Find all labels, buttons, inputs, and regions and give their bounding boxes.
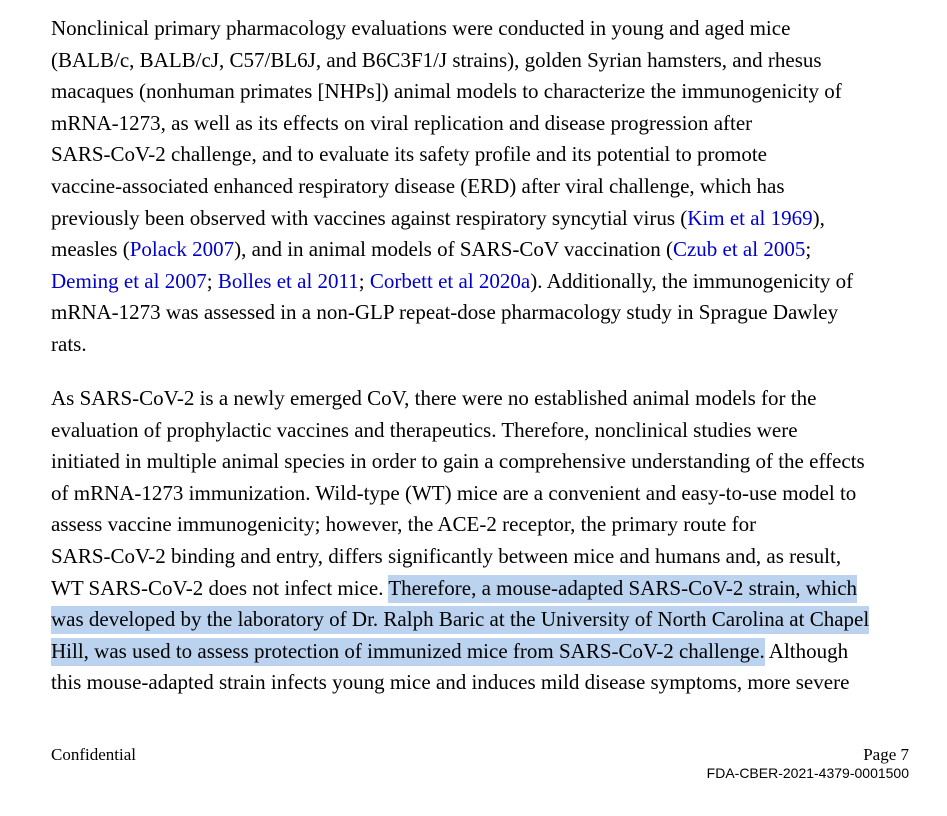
- text-line: this mouse-adapted strain infects young mice and induces mild disease symptoms, more severe: [51, 670, 850, 695]
- text-line: vaccine-associated enhanced respiratory disease (ERD) after viral challenge, which has: [51, 173, 785, 198]
- text-segment: previously been observed with vaccines against respiratory syncytial virus (: [51, 205, 688, 230]
- text-segment: ;: [206, 268, 218, 293]
- text-line: [51, 266, 926, 298]
- citation-link-kim-1969[interactable]: Kim et al 1969: [687, 205, 813, 230]
- text-segment: ). Additionally, the immunogenicity of: [530, 268, 854, 293]
- citation-link-corbett-2020a[interactable]: Corbett et al 2020a: [369, 268, 531, 293]
- paragraph-animal-models: [51, 383, 926, 699]
- text-line: initiated in multiple animal species in order to gain a comprehensive understanding of the effects: [51, 449, 865, 474]
- bates-number: FDA-CBER-2021-4379-0001500: [706, 765, 909, 781]
- citation-link-polack-2007[interactable]: Polack 2007: [129, 237, 235, 262]
- text-segment: measles (: [51, 237, 130, 262]
- text-segment: Although: [764, 638, 849, 663]
- text-line: of mRNA-1273 immunization. Wild-type (WT) mice are a convenient and easy-to-use model to: [51, 480, 857, 505]
- text-line: [51, 573, 926, 605]
- text-line: [51, 604, 926, 636]
- highlighted-text[interactable]: was developed by the laboratory of Dr. Ralph Baric at the University of North Carolina at Chapel: [51, 606, 869, 634]
- text-line: assess vaccine immunogenicity; however, the ACE-2 receptor, the primary route for: [51, 512, 757, 537]
- text-line: [51, 203, 926, 235]
- paragraph-primary-pharmacology: [51, 13, 926, 361]
- confidential-label: Confidential: [51, 745, 136, 764]
- citation-link-deming-2007[interactable]: Deming et al 2007: [51, 268, 207, 293]
- text-line: mRNA-1273, as well as its effects on viral replication and disease progression after: [51, 110, 753, 135]
- text-segment: ),: [812, 205, 825, 230]
- highlighted-text[interactable]: Therefore, a mouse-adapted SARS-CoV-2 strain, which: [388, 575, 857, 603]
- text-line: SARS-CoV-2 challenge, and to evaluate its safety profile and its potential to promote: [51, 142, 767, 167]
- text-line: SARS-CoV-2 binding and entry, differs significantly between mice and humans and, as result,: [51, 543, 842, 568]
- citation-link-czub-2005[interactable]: Czub et al 2005: [672, 237, 806, 262]
- text-segment: ;: [805, 237, 812, 262]
- text-segment: ), and in animal models of SARS-CoV vaccination (: [234, 237, 673, 262]
- text-line: Nonclinical primary pharmacology evaluations were conducted in young and aged mice: [51, 16, 791, 40]
- text-segment: ;: [358, 268, 370, 293]
- citation-link-bolles-2011[interactable]: Bolles et al 2011: [217, 268, 359, 293]
- text-line: As SARS-CoV-2 is a newly emerged CoV, there were no established animal models for the: [51, 386, 817, 410]
- text-line: (BALB/c, BALB/cJ, C57/BL6J, and B6C3F1/J strains), golden Syrian hamsters, and rhesus: [51, 47, 822, 72]
- text-line: macaques (nonhuman primates [NHPs]) animal models to characterize the immunogenicity of: [51, 79, 842, 104]
- text-segment: WT SARS-CoV-2 does not infect mice.: [51, 575, 389, 600]
- text-line: mRNA-1273 was assessed in a non-GLP repeat-dose pharmacology study in Sprague Dawley: [51, 300, 839, 325]
- highlighted-text[interactable]: Hill, was used to assess protection of immunized mice from SARS-CoV-2 challenge.: [51, 638, 765, 666]
- text-line: rats.: [51, 331, 87, 356]
- text-line: evaluation of prophylactic vaccines and therapeutics. Therefore, nonclinical studies were: [51, 417, 798, 442]
- page-number: Page 7: [863, 745, 909, 764]
- text-line: [51, 636, 926, 668]
- text-line: [51, 234, 926, 266]
